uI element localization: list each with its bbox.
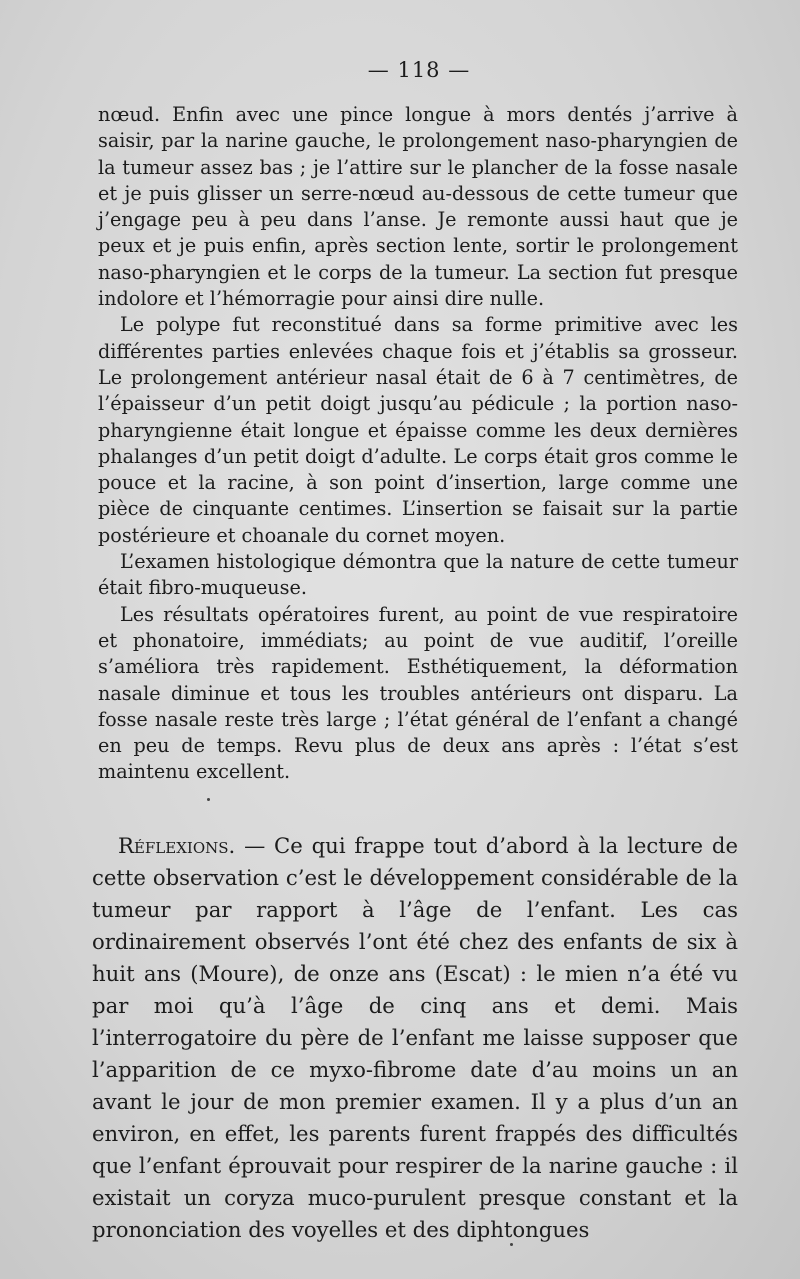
- page-number: — 118 —: [367, 58, 471, 82]
- reflexions-body: — Ce qui frappe tout d’abord à la lecture de cette observation c’est le développement considérable de la tumeur par rapport à l’âge de l’enfant. Les cas ordinairement observés l’ont été chez des enfants de six à huit ans (Moure), de onze ans (Escat) : le mien n’a été vu par moi qu’à l’âge de cinq ans et demi. Mais l’interrogatoire du père de l’enfant me laisse supposer que l’apparition de ce myxo-fibrome date d’au moins un an avant le jour de mon premier examen. Il y a plus d’un an environ, en effet, les parents furent frappés des difficultés que l’enfant éprouvait pour respirer de la narine gauche : il existait un coryza muco-purulent presque constant et la prononciation des voyelles et des diphtongues: [92, 833, 738, 1242]
- reflexions-section: [92, 830, 738, 1246]
- observation-text-block: [98, 102, 738, 786]
- paragraph-results: Les résultats opératoires furent, au point de vue respiratoire et phonatoire, immédiats; au point de vue auditif, l’oreille s’améliora très rapidement. Esthétiquement, la déformation nasale diminue et tous les troubles antérieurs ont disparu. La fosse nasale reste très large ; l’état général de l’enfant a changé en peu de temps. Revu plus de deux ans après : l’état s’est maintenu excellent.: [98, 602, 738, 784]
- reflexions-heading: Réflexions.: [118, 833, 236, 858]
- print-speck: [207, 798, 210, 801]
- paragraph-reflexions: [92, 830, 738, 1246]
- print-speck: [510, 1243, 513, 1246]
- paragraph-operation: nœud. Enfin avec une pince longue à mors dentés j’arrive à saisir, par la narine gauche, le prolongement naso-pharyngien de la tumeur assez bas ; je l’attire sur le plancher de la fosse nasale et je puis glisser un serre-nœud au-dessous de cette tumeur que j’engage peu à peu dans l’anse. Je remonte aussi haut que je peux et je puis enfin, après section lente, sortir le prolongement naso-pharyngien et le corps de la tumeur. La section fut presque indolore et l’hémorragie pour ainsi dire nulle.: [98, 103, 738, 311]
- paragraph-polype: Le polype fut reconstitué dans sa forme primitive avec les différentes parties enlevées chaque fois et j’établis sa grosseur. Le prolongement antérieur nasal était de 6 à 7 centimètres, de l’épaisseur d’un petit doigt jusqu’au pédicule ; la portion naso-pharyngienne était longue et épaisse comme les deux dernières phalanges d’un petit doigt d’adulte. Le corps était gros comme le pouce et la racine, à son point d’insertion, large comme une pièce de cinquante centimes. L’insertion se faisait sur la partie postérieure et choanale du cornet moyen.: [98, 313, 738, 547]
- paragraph-histology: L’examen histologique démontra que la nature de cette tumeur était fibro-muqueuse.: [98, 550, 738, 600]
